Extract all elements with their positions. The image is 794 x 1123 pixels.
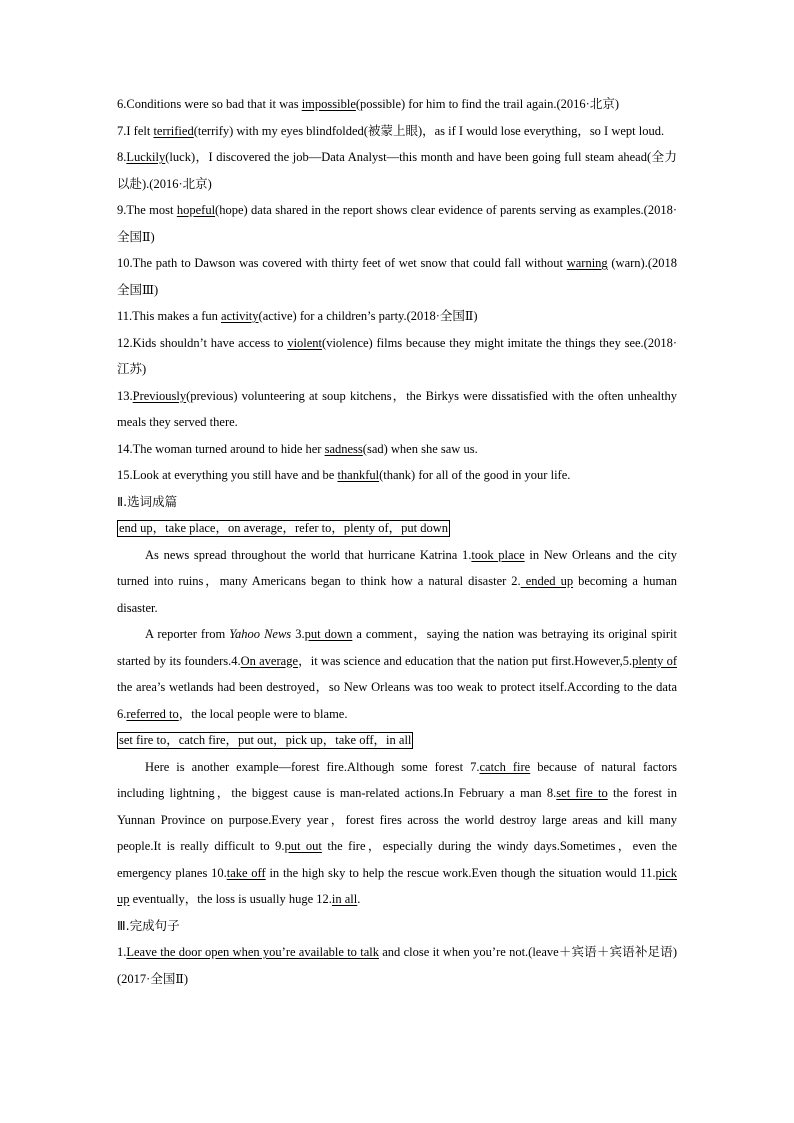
answer-blank: put down: [304, 627, 353, 641]
answer-blank: ended up: [520, 574, 574, 588]
item-text: 15.Look at everything you still have and be: [117, 468, 338, 482]
item-text: 7.I felt: [117, 123, 154, 138]
section-heading-3: Ⅲ.完成句子: [117, 917, 180, 933]
item-text: 14.The woman turned around to hide her: [117, 441, 325, 456]
passage-text: Here is another example—forest fire.Although some forest 7.: [145, 759, 480, 774]
passage-text: .: [357, 892, 361, 906]
item-text: (luck)，I discovered the job—Data Analyst—this month and have been going full steam ahead(全力以赴).(2016·北京): [117, 150, 677, 191]
answer-blank: Luckily: [126, 150, 166, 164]
passage-text: the area’s wetlands had been destroyed，so New Orleans was too weak to protect itself.According to the data 6.: [117, 680, 677, 721]
exercise-item-12: [117, 330, 677, 383]
answer-blank: impossible: [301, 97, 356, 111]
answer-blank: thankful: [337, 468, 380, 482]
item-text: (previous) volunteering at soup kitchens，the Birkys were dissatisfied with the often unhealthy meals they served there.: [117, 388, 677, 429]
passage-text: in New Orleans and the city turned into ruins，many Americans began to think how a natural disaster 2.: [117, 547, 677, 588]
answer-blank: activity: [221, 309, 259, 323]
item-text: 1.: [117, 945, 127, 959]
passage-text: the forest in Yunnan Province on purpose.Every year，forest fires across the world destroy large areas and kill many people.It is really difficult to 9.: [117, 786, 677, 853]
answer-blank: terrified: [153, 123, 194, 138]
exercise-item-13: [117, 383, 677, 436]
exercise-item-15: [117, 462, 677, 489]
answer-blank: plenty of: [632, 653, 677, 668]
item-text: (thank) for all of the good in your life.: [379, 468, 571, 482]
passage-paragraph-2: [117, 621, 677, 727]
exercise-item-6: [117, 91, 677, 118]
item-text: (violence) films because they might imitate the things they see.(2018·江苏): [117, 335, 677, 376]
item-text: and close it when you’re not.(leave＋宾语＋宾语补足语)(2017·全国Ⅱ): [117, 945, 677, 986]
item-text: 8.: [117, 150, 127, 164]
exercise-item-8: [117, 144, 677, 197]
passage-paragraph-3: [117, 754, 677, 913]
item-text: (hope) data shared in the report shows clear evidence of parents serving as examples.(2018·全国Ⅱ): [117, 203, 678, 244]
passage-text: in the high sky to help the rescue work.Even though the situation would 11.: [265, 865, 656, 880]
answer-blank: hopeful: [176, 203, 216, 217]
item-text: 11.This makes a fun: [117, 309, 222, 323]
passage-text: 3.: [291, 627, 305, 641]
answer-blank: catch fire: [479, 759, 531, 774]
item-text: 6.Conditions were so bad that it was: [117, 97, 302, 111]
word-bank-box: end up，take place，on average，refer to，plenty of，put down: [119, 521, 449, 535]
answer-blank: put out: [284, 839, 322, 853]
passage-text: becoming a human disaster.: [117, 574, 677, 615]
answer-blank: in all: [331, 892, 358, 906]
item-text: (terrify) with my eyes blindfolded(被蒙上眼)，as if I would lose everything，so I wept loud.: [193, 123, 665, 138]
passage-paragraph-1: [117, 542, 677, 622]
passage-text: a comment，saying the nation was betraying its original spirit started by its founders.4.: [117, 627, 677, 668]
passage-text: because of natural factors including lightning，the biggest cause is man-related actions.In February a man 8.: [117, 759, 678, 800]
exercise-item-14: [117, 436, 677, 463]
section-heading-2: Ⅱ.选词成篇: [117, 493, 178, 509]
item-text: (sad) when she saw us.: [362, 441, 478, 456]
passage-text: the fire，especially during the windy days.Sometimes，even the emergency planes 10.: [117, 839, 677, 880]
passage-text: ，it was science and education that the nation put first.However,5.: [298, 653, 633, 668]
item-text: 9.The most: [117, 203, 177, 217]
answer-blank: sadness: [324, 441, 363, 456]
answer-blank: Previously: [132, 388, 187, 403]
answer-blank: pick up: [117, 865, 677, 906]
publication-name: Yahoo News: [229, 627, 292, 641]
exercise-item-11: [117, 303, 677, 330]
exercise-item-9: [117, 197, 677, 250]
item-text: (active) for a children’s party.(2018·全国Ⅱ): [258, 309, 478, 323]
answer-blank: take off: [226, 865, 266, 880]
answer-blank: On average: [240, 653, 298, 668]
item-text: (warn).(2018全国Ⅲ): [117, 256, 677, 297]
passage-text: eventually，the loss is usually huge 12.: [129, 892, 332, 906]
answer-blank: set fire to: [556, 786, 608, 800]
passage-text: A reporter from: [145, 627, 230, 641]
sentence-item-1: [117, 939, 677, 992]
item-text: 13.: [117, 388, 133, 403]
exercise-item-10: [117, 250, 677, 303]
answer-blank: violent: [287, 335, 323, 350]
item-text: (possible) for him to find the trail again.(2016·北京): [355, 97, 620, 111]
answer-blank: referred to: [126, 706, 179, 721]
answer-blank: Leave the door open when you’re available to talk: [126, 945, 379, 959]
answer-blank: took place: [471, 547, 525, 562]
exercise-item-7: [117, 118, 677, 145]
passage-text: As news spread throughout the world that hurricane Katrina 1.: [145, 547, 472, 562]
word-bank-box: set fire to，catch fire，put out，pick up，take off，in all: [119, 733, 412, 747]
passage-text: ，the local people were to blame.: [178, 706, 348, 721]
answer-blank: warning: [566, 256, 608, 270]
document-page: [117, 91, 677, 992]
item-text: 10.The path to Dawson was covered with thirty feet of wet snow that could fall without: [117, 256, 567, 270]
item-text: 12.Kids shouldn’t have access to: [117, 335, 288, 350]
